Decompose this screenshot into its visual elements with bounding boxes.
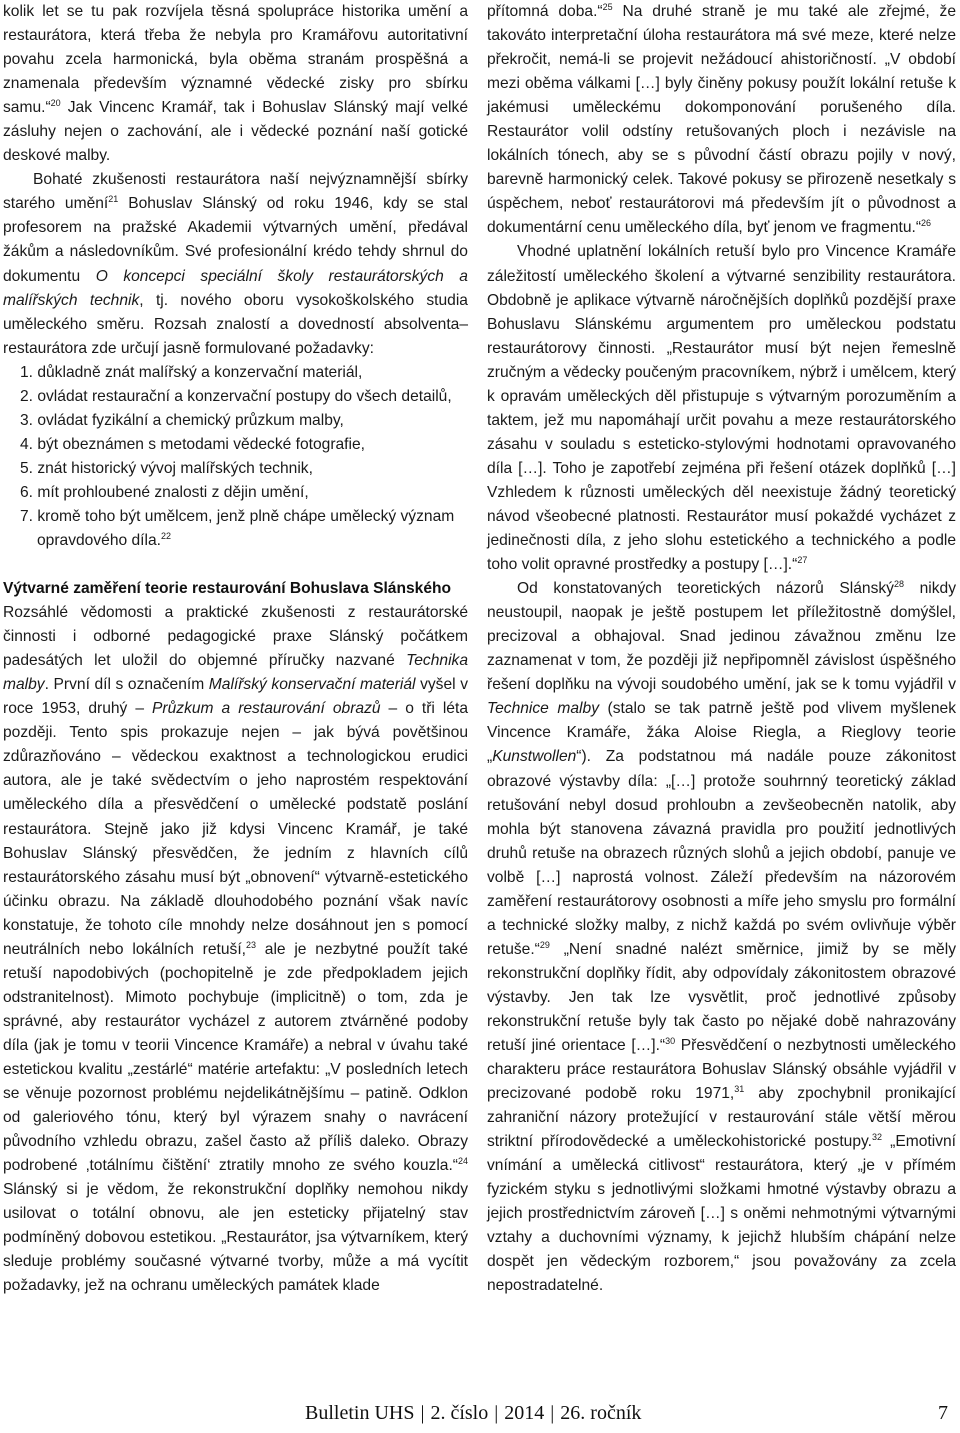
text: – o tři léta později. Tento spis prokazuje nejen – jak bývá povětšinou zdůrazňováno – vědeckou exaktnost a technologickou erudici autora, ale je také svědectvím o jeho naprostém respektování uměleckého díla a přesvědčení o umělecké podstatě poslání restaurátora. Stejně jako již kdysi Vincenc Kramář, je také Bohuslav Slánský přesvědčen, že jedním z hlavních cílů restaurátorského zásahu musí být „obnovení“ výtvarně-estetického účinku obrazu. Na základě dlouhodobého poznání však navíc konstatuje, že tohoto cíle mnohdy nelze dosáhnout jen s pomocí neutrálních nebo lokálních retuší, <box>3 700 468 958</box>
text: (stalo se tak patrně ještě pod vlivem myšlenek Vincence Kramáře, žáka Aloise Riegla, a Rieglovy teorie „ <box>487 700 957 766</box>
text: “). Za podstatnou má nadále pouze zákonitost obrazové výstavby díla: „[…] protože souhrnný teoretický základ retušování nebyl dosud prohloubn a zevšeobecněn natolik, aby mohla být stanovena závazná pravidla pro použití jednotlivých druhů retuše na obrazech různých slohů a jejich období, panuje ve volbě […] naprostá volnost. Záleží především na názorovém zaměření restaurátorovy osobnosti a míře jeho smyslu pro formální a technické složky malby, z nichž každá po svém ovlivňuje výběr retuše.“ <box>487 748 956 958</box>
separator: | <box>550 1402 555 1424</box>
text: „Emotivní vnímání a umělecká citlivost“ restaurátora, který „je v přímém fyzickém styku s jednotlivými složkami hmotné výstavby obrazu a jejich prostřednictvím zároveň […] s oněmi nehmotnými výtvarnými vztahy a duchovními významy, k jejichž hlubším chápání nelze dospět jen vědeckým rozborem,“ jsou považovány za zcela nepostradatelné. <box>487 1133 956 1295</box>
text: Bohaté zkušenosti restaurátora naší nejvýznamnější sbírky starého umění <box>3 171 468 213</box>
page-number: 7 <box>938 1402 948 1424</box>
footnote-ref: 25 <box>602 2 613 12</box>
paragraph <box>3 168 468 360</box>
list-item: 4. být obeznámen s metodami vědecké fotografie, <box>20 435 365 453</box>
footnote-ref: 21 <box>108 194 119 205</box>
text: ale je nezbytné použít také retuší napodobivých (pochopitelně je zde předpokladem jejich odstranitelnost). Mimoto pochybuje (implicitně) o tom, zda je správné, aby restaurátor vycházel z autorem ztvárněné podoby díla (jak je tomu v teorii Vincence Kramáře) a nebral v úvahu také estetickou kvalitu „zestárlé“ matérie artefaktu: „V posledních letech se věnuje pozornost problému nejdelikátnějšímu – patině. Odklon od galeriového tónu, který byl výrazem snahy o navrácení původního vzhledu obrazu, zašel často až příliš daleko. Obrazy podrobené ‚totálnímu čištění‘ ztratily mnoho ze svého kouzla.“ <box>3 940 468 1175</box>
volume: 26. ročník <box>560 1402 642 1424</box>
italic-title: Průzkum a restaurování obrazů <box>152 700 381 718</box>
italic-title: Malířský konservační materiál <box>208 676 416 694</box>
text: Přesvědčení o nezbytnosti uměleckého charakteru práce restaurátora Bohuslav Slánský obsáhle vyjádřil v precizované podobě roku 1971, <box>487 1037 956 1103</box>
list-item: 1. důkladně znát malířský a konzervační materiál, <box>20 363 363 381</box>
italic-title: Technika malby <box>3 652 468 694</box>
issue-number: 2. číslo <box>430 1402 489 1424</box>
left-column <box>3 0 468 1298</box>
text: Od konstatovaných teoretických názorů Slánský <box>517 580 894 598</box>
list-item: 3. ovládat fyzikální a chemický průzkum malby, <box>20 411 344 429</box>
section-heading: Výtvarné zaměření teorie restaurování Bohuslava Slánského <box>3 580 452 598</box>
text: aby zpochybnil pronikající zahraniční názory protežující v restaurování stále větší měrou striktní přírodovědecké a uměleckohistorické postupy. <box>487 1085 956 1151</box>
text: kolik let se tu pak rozvíjela těsná spolupráce historika umění a restaurátora, která třeba že nebyla pro Kramářovu autoritativní povahu zcela harmonická, byla oběma stranám prospěšná a znamenala především významné vědecké zisky pro sbírku samu.“ <box>3 3 468 117</box>
paragraph <box>3 0 468 168</box>
text: „Není snadné nalézt směrnice, jimiž by se měly rekonstrukční doplňky řídit, aby odpovídaly zákonitostem obrazové výstavby. Jen tak lze vysvětlit, proč jednotlivé způsoby rekonstrukční retuše byly tak často po nějaké době nahrazovány retuší jiné orientace […].“ <box>487 940 956 1055</box>
paragraph <box>487 240 956 577</box>
footnote-ref: 22 <box>160 531 171 542</box>
text: 7. kromě toho být umělcem, jenž plně chápe umělecký význam opravdového díla. <box>20 507 455 550</box>
publication-line <box>305 1402 641 1425</box>
footnote-ref: 26 <box>921 218 932 229</box>
text: . První díl s označením <box>44 676 209 694</box>
text: Slánský si je vědom, že rekonstrukční doplňky nemohou nikdy usilovat o totální obnovu, ale jen esteticky přijatelný stav podmíněný dobovou estetikou. „Restaurátor, jsa výtvarníkem, který sleduje problémy současné výtvarné tvorby, může a má vycítit požadavky, jež na ochranu uměleckých památek klade <box>3 1181 468 1295</box>
list-item: 5. znát historický vývoj malířských technik, <box>20 459 313 477</box>
footnote-ref: 24 <box>457 1156 468 1167</box>
journal-name: Bulletin UHS <box>305 1402 415 1424</box>
paragraph <box>487 0 956 240</box>
footnote-ref: 32 <box>872 1132 883 1143</box>
text: Bohuslav Slánský od roku 1946, kdy se stal profesorem na pražské Akademii výtvarných umění, předával žákům a následovníkům. Své profesionální krédo tehdy shrnul do dokumentu <box>3 195 468 285</box>
page-footer <box>0 1393 960 1433</box>
footnote-ref: 30 <box>665 1036 676 1047</box>
text: nikdy neustoupil, naopak je ještě postupem let příležitostně domýšlel, precizoval a obhajoval. Snad jedinou závažnou změnu lze zaznamenat v tom, že později již nepřipomněl závislost úspěšného řešení doplňku na vývoji soudobého umění, jak se k tomu vyjádřil v <box>487 580 956 694</box>
text: Jak Vincenc Kramář, tak i Bohuslav Slánský mají velké zásluhy nejen o zachování, ale i vědecké poznání naší gotické deskové malby. <box>3 99 468 165</box>
footnote-ref: 28 <box>893 579 904 590</box>
footnote-ref: 29 <box>539 939 550 950</box>
year: 2014 <box>504 1402 545 1424</box>
text: Vhodné uplatnění lokálních retuší bylo pro Vincence Kramáře záležitostí uměleckého školení a výtvarné senzibility restaurátora. Obdobně je aplikace výtvarně náročnějších doplňků pozdější praxe Bohuslavu Slánskému argumentem pro uměleckou podstatu restaurátorovy činnosti. „Restaurátor musí být nejen řemeslně zručným a vědecky poučeným pracovníkem, nýbrž i umělcem, který k opravám uměleckých děl přistupuje s výtvarným porozuměním a taktem, jež mu napomáhají určit povahu a meze restaurátorského zásahu v souladu s esteticko-stylovými hodnotami opravovaného díla […]. Toho je zapotřebí zejména při řešení otázek doplňků […] Vzhledem k různosti uměleckých děl neexistuje žádný teoretický návod všeobecné platnosti. Restaurátor musí pokaždé vycházet z jedinečnosti díla, z jeho slohu estetického a technického a podle toho volit opravné prostředky a postupy […].“ <box>487 243 956 574</box>
italic-term: Kunstwollen <box>492 748 577 766</box>
text: Rozsáhlé vědomosti a praktické zkušenosti z restaurátorské činnosti i odborné pedagogické praxe Slánský počátkem padesátých let uložil do objemné příručky nazvané <box>3 604 468 670</box>
paragraph <box>3 601 468 1298</box>
footnote-ref: 23 <box>246 939 257 950</box>
italic-title: O koncepci speciální školy restaurátorských a malířských technik <box>3 267 468 309</box>
footnote-ref: 20 <box>50 98 61 109</box>
requirements-list <box>3 361 468 553</box>
text: Na druhé straně je mu také ale zřejmé, že takováto interpretační úloha restaurátora má své meze, které nelze překročit, nemá-li se projevit nežádoucí ahistoričností. „V období mezi oběma válkami […] byly činěny pokusy použít lokální retuše k jakémusi uměleckému dokomponování porušeného díla. Restaurátor volil odstíny retušovaných ploch i nezávisle na lokálních tónech, aby se s původní částí obrazu pojily v nový, barevně harmonický celek. Takové pokusy se přirozeně nesetkaly s úspěchem, neboť restaurátorovi má především jít o původnost a dokumentární cenu uměleckého díla, byť jenom ve fragmentu.“ <box>487 3 956 237</box>
text: vyšel v roce 1953, druhý – <box>3 676 468 718</box>
text: přítomná doba.“ <box>487 3 603 20</box>
separator: | <box>420 1402 425 1424</box>
list-item: 2. ovládat restaurační a konzervační postupy do všech detailů, <box>20 387 452 405</box>
list-item <box>3 505 468 553</box>
italic-title: Technice malby <box>487 700 599 718</box>
list-item: 6. mít prohloubené znalosti z dějin umění, <box>20 483 309 501</box>
separator: | <box>494 1402 499 1424</box>
right-column <box>487 0 956 1299</box>
text: , tj. nového oboru vysokoškolského studia uměleckého směru. Rozsah znalostí a dovedností absolventa–restaurátora zde určují jasně formulované požadavky: <box>3 291 468 357</box>
footnote-ref: 27 <box>797 555 808 566</box>
footnote-ref: 31 <box>734 1084 745 1095</box>
paragraph <box>487 577 956 1298</box>
